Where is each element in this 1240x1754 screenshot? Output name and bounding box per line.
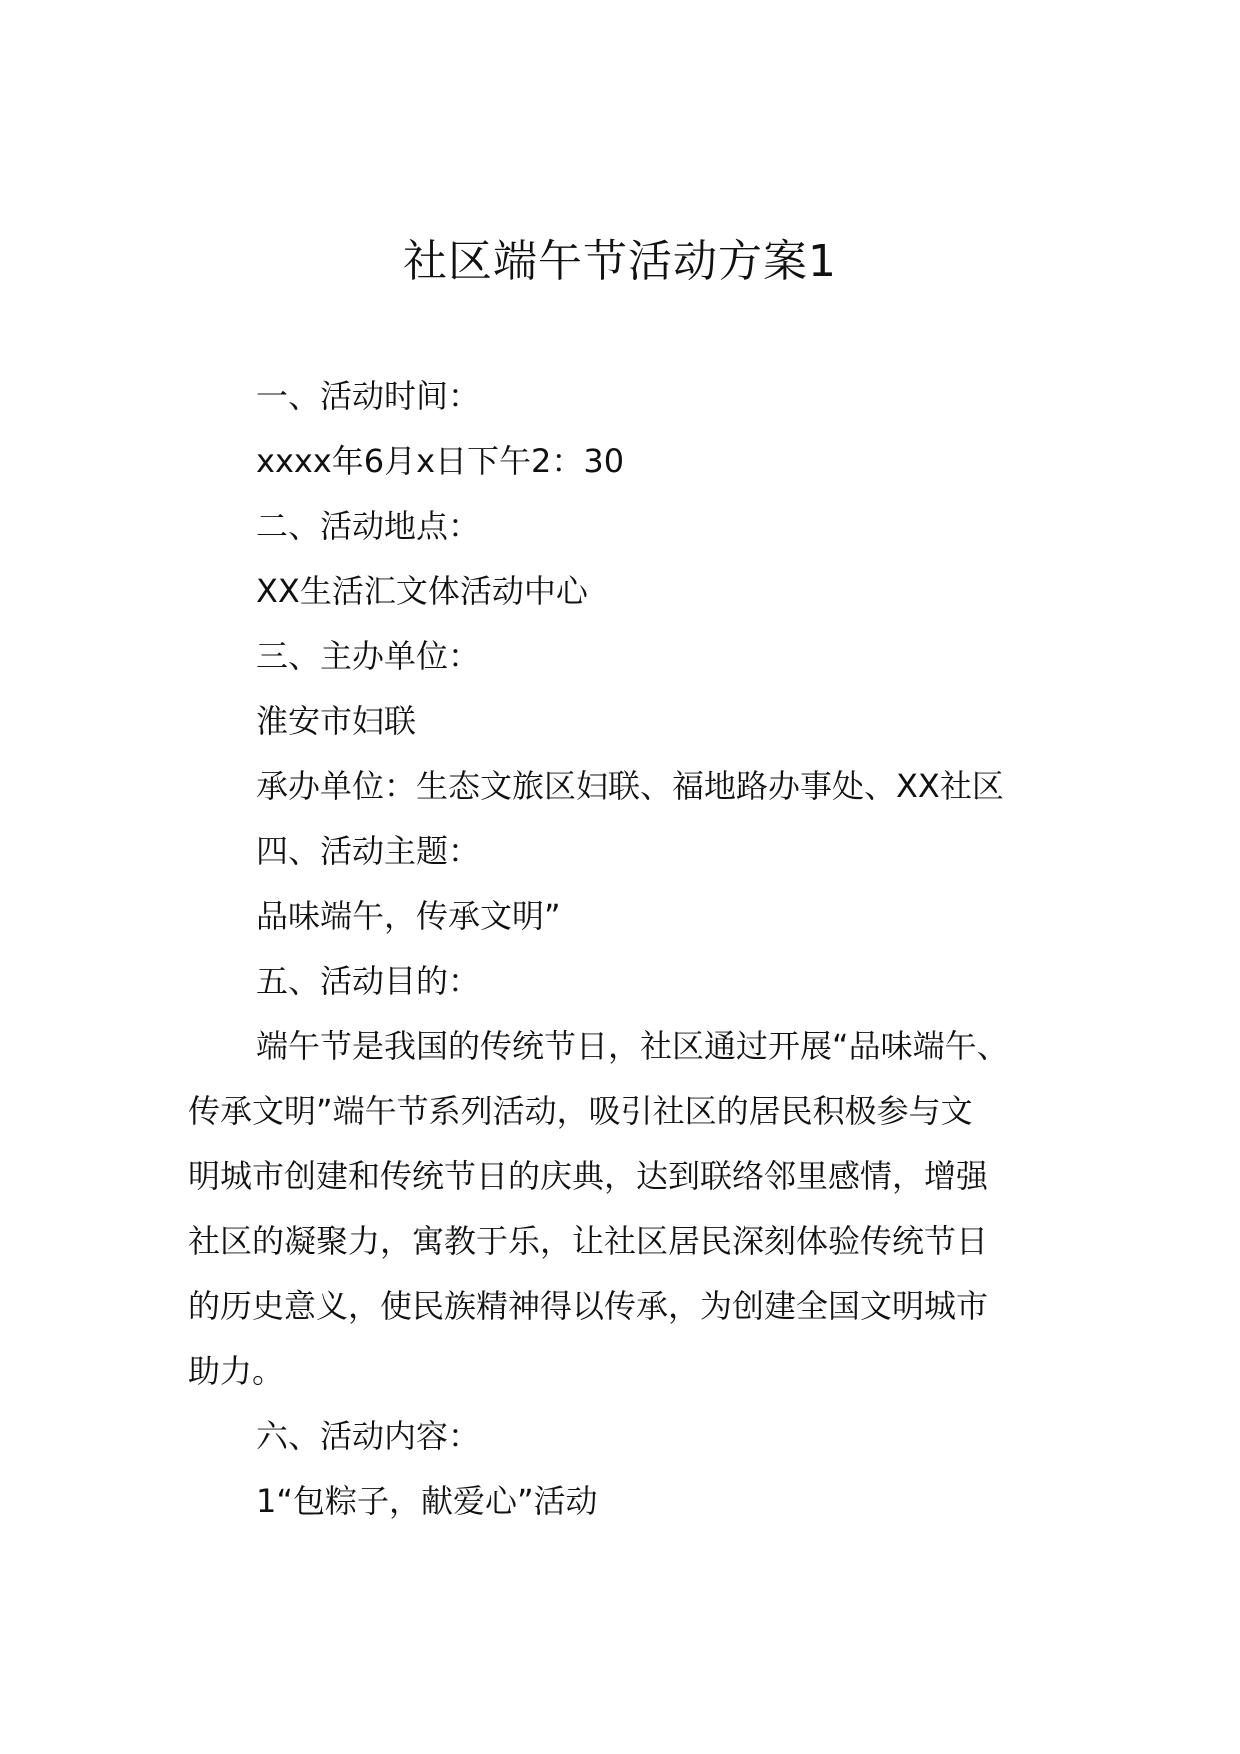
paragraph-line: 助力。 [188, 1352, 285, 1390]
organizer-value: 淮安市妇联 [256, 702, 417, 740]
section-heading-organizer: 三、主办单位： [256, 637, 481, 675]
paragraph-line: 端午节是我国的传统节日，社区通过开展“品味端午、 [256, 1027, 1009, 1065]
paragraph-line: 的历史意义，使民族精神得以传承，为创建全国文明城市 [188, 1287, 989, 1325]
activity-location-value: XX生活汇文体活动中心 [256, 572, 588, 610]
section-heading-purpose: 五、活动目的： [256, 962, 481, 1000]
purpose-paragraph [188, 1014, 1048, 1404]
section-heading-content: 六、活动内容： [256, 1417, 481, 1455]
activity-theme-value: 品味端午，传承文明” [256, 897, 561, 935]
paragraph-line: 明城市创建和传统节日的庆典，达到联络邻里感情，增强 [188, 1157, 989, 1195]
section-heading-time: 一、活动时间： [256, 377, 481, 415]
section-heading-theme: 四、活动主题： [256, 832, 481, 870]
co-organizer-line: 承办单位：生态文旅区妇联、福地路办事处、XX社区 [256, 767, 1004, 805]
content-item-1: 1“包粽子，献爱心”活动 [256, 1482, 598, 1520]
section-heading-location: 二、活动地点： [256, 507, 481, 545]
paragraph-line: 传承文明”端午节系列活动，吸引社区的居民积极参与文 [188, 1092, 973, 1130]
document-title: 社区端午节活动方案1 [403, 236, 837, 287]
paragraph-line: 社区的凝聚力，寓教于乐，让社区居民深刻体验传统节日 [188, 1222, 989, 1260]
activity-time-value: xxxx年6月x日下午2：30 [256, 442, 625, 480]
